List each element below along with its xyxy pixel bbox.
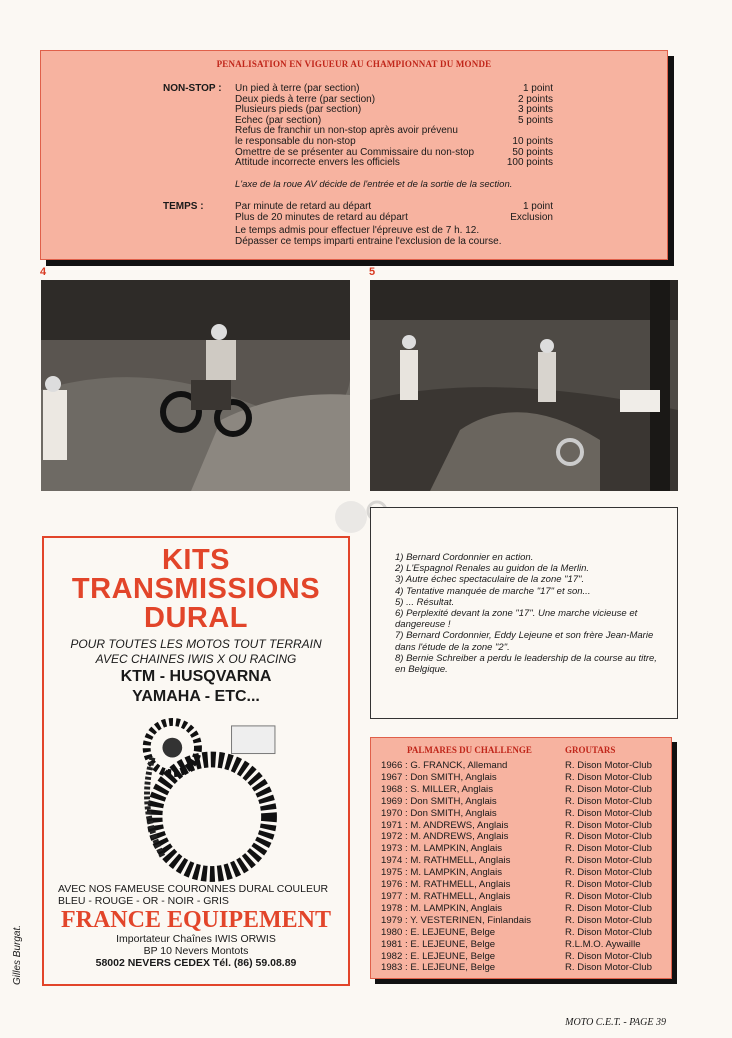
- ad-bp: BP 10 Nevers Montots: [143, 945, 249, 957]
- captions-list: [395, 552, 665, 675]
- winner-row: 1967 : Don SMITH, Anglais: [381, 771, 497, 783]
- groutars-row: R.L.M.O. Aywaille: [565, 938, 641, 950]
- ad-address: 58002 NEVERS CEDEX Tél. (86) 59.08.89: [95, 957, 297, 969]
- ad-colors-text: AVEC NOS FAMEUSE COURONNES DURAL COULEUR BLEU - ROUGE - OR - NOIR - GRIS: [58, 883, 329, 907]
- penalty-box: [40, 50, 668, 260]
- ad-headline-dural: DURAL: [144, 602, 248, 634]
- ad-headline-kits: KITS: [161, 544, 231, 576]
- groutars-row: R. Dison Motor-Club: [565, 843, 652, 855]
- ad-brands-line2: YAMAHA - ETC...: [132, 688, 260, 705]
- caption-item: 2) L'Espagnol Renales au guidon de la Merlin.: [395, 563, 590, 575]
- groutars-row: R. Dison Motor-Club: [565, 879, 652, 891]
- groutars-row: R. Dison Motor-Club: [565, 807, 652, 819]
- page-footer: MOTO C.E.T. - PAGE 39: [565, 1017, 666, 1028]
- winner-row: 1972 : M. ANDREWS, Anglais: [381, 831, 509, 843]
- temps-line: Dépasser ce temps imparti entraine l'exclusion de la course.: [235, 235, 502, 247]
- ad-importer: Importateur Chaînes IWIS ORWIS: [116, 933, 276, 945]
- sprocket-icon: [44, 707, 348, 883]
- trial-photo-4: [41, 280, 350, 491]
- penalty-row: Echec (par section) 5 points: [235, 114, 553, 126]
- winner-row: 1975 : M. LAMPKIN, Anglais: [381, 867, 503, 879]
- winner-row: 1979 : Y. VESTERINEN, Finlandais: [381, 914, 532, 926]
- caption-item: 8) Bernie Schreiber a perdu le leadership de la course au titre, en Belgique.: [395, 652, 657, 676]
- trial-photo-5: [370, 280, 678, 491]
- dural-advertisement: [42, 536, 350, 986]
- groutars-row: R. Dison Motor-Club: [565, 890, 652, 902]
- groutars-row: R. Dison Motor-Club: [565, 760, 652, 771]
- photo-number: 4: [40, 266, 47, 278]
- palmares-heading: PALMARES DU CHALLENGE: [407, 745, 532, 755]
- groutars-row: R. Dison Motor-Club: [565, 795, 652, 807]
- sprocket-chain-illustration: [44, 707, 348, 883]
- winner-row: 1976 : M. RATHMELL, Anglais: [381, 879, 511, 891]
- ad-headline-transmissions: TRANSMISSIONS: [71, 573, 321, 605]
- nonstop-label: NON-STOP :: [163, 83, 222, 94]
- nonstop-list: [235, 84, 553, 169]
- caption-item: 7) Bernard Cordonnier, Eddy Lejeune et son frère Jean-Marie dans l'étude de la zone "2".: [395, 630, 654, 653]
- temps-list: [235, 202, 553, 247]
- temps-label: TEMPS :: [163, 201, 204, 212]
- groutars-row: R. Dison Motor-Club: [565, 926, 652, 938]
- winners-list: [381, 760, 531, 974]
- winner-row: 1981 : E. LEJEUNE, Belge: [381, 938, 496, 950]
- winner-row: 1974 : M. RATHMELL, Anglais: [381, 855, 511, 867]
- photo-number: 5: [369, 266, 376, 278]
- winner-row: 1970 : Don SMITH, Anglais: [381, 807, 497, 819]
- caption-item: 6) Perplexité devant la zone "17". Une marche vicieuse et dangereuse !: [395, 608, 638, 631]
- winner-row: 1980 : E. LEJEUNE, Belge: [381, 926, 496, 938]
- penalty-row: Refus de franchir un non-stop après avoir prévenu: [235, 125, 458, 137]
- winner-row: 1978 : M. LAMPKIN, Anglais: [381, 902, 503, 914]
- groutars-list: [565, 760, 652, 974]
- penalty-note: L'axe de la roue AV décide de l'entrée et de la sortie de la section.: [235, 179, 513, 190]
- ad-company-name: FRANCE EQUIPEMENT: [60, 907, 331, 933]
- groutars-heading: GROUTARS: [565, 745, 616, 755]
- groutars-row: R. Dison Motor-Club: [565, 771, 652, 783]
- winner-row: 1982 : E. LEJEUNE, Belge: [381, 950, 496, 962]
- winner-row: 1983 : E. LEJEUNE, Belge: [381, 962, 496, 974]
- ad-subtitle: POUR TOUTES LES MOTOS TOUT TERRAIN AVEC CHAINES IWIS X OU RACING: [70, 637, 322, 666]
- winner-row: 1968 : S. MILLER, Anglais: [381, 783, 493, 795]
- groutars-row: R. Dison Motor-Club: [565, 819, 652, 831]
- caption-item: 1) Bernard Cordonnier en action.: [395, 552, 534, 563]
- palmares-box: [370, 737, 672, 979]
- penalty-row: Plus de 20 minutes de retard au départ Exclusion: [235, 211, 553, 223]
- groutars-row: R. Dison Motor-Club: [565, 831, 652, 843]
- photo-image: [41, 280, 350, 491]
- groutars-row: R. Dison Motor-Club: [565, 902, 652, 914]
- ad-brands-line1: KTM - HUSQVARNA: [120, 668, 272, 685]
- penalty-row: Plusieurs pieds (par section) 3 points: [235, 104, 553, 116]
- winner-row: 1969 : Don SMITH, Anglais: [381, 795, 497, 807]
- groutars-row: R. Dison Motor-Club: [565, 867, 652, 879]
- penalty-title: PENALISATION EN VIGUEUR AU CHAMPIONNAT DU MONDE: [216, 59, 492, 69]
- photo-captions-box: [370, 507, 678, 719]
- penalty-row: Deux pieds à terre (par section) 2 points: [235, 93, 553, 105]
- winner-row: 1966 : G. FRANCK, Allemand: [381, 760, 508, 771]
- groutars-row: R. Dison Motor-Club: [565, 914, 652, 926]
- groutars-row: R. Dison Motor-Club: [565, 962, 652, 974]
- temps-line: Le temps admis pour effectuer l'épreuve est de 7 h. 12.: [235, 225, 480, 237]
- penalty-row: Omettre de se présenter au Commissaire du non-stop 50 points: [235, 146, 553, 158]
- groutars-row: R. Dison Motor-Club: [565, 855, 652, 867]
- winner-row: 1971 : M. ANDREWS, Anglais: [381, 819, 509, 831]
- winner-row: 1973 : M. LAMPKIN, Anglais: [381, 843, 503, 855]
- caption-item: 5) ... Résultat.: [395, 596, 455, 608]
- winner-row: 1977 : M. RATHMELL, Anglais: [381, 890, 511, 902]
- photo-credit: Gilles Burgat.: [12, 924, 23, 985]
- penalty-row: Attitude incorrecte envers les officiels 100 points: [235, 157, 553, 169]
- penalty-row: Un pied à terre (par section) 1 point: [235, 83, 553, 94]
- groutars-row: R. Dison Motor-Club: [565, 950, 652, 962]
- photo-image: [370, 280, 678, 491]
- groutars-row: R. Dison Motor-Club: [565, 783, 652, 795]
- penalty-row: le responsable du non-stop 10 points: [235, 135, 553, 147]
- caption-item: 3) Autre échec spectaculaire de la zone "17".: [395, 574, 585, 586]
- penalty-row: Par minute de retard au départ 1 point: [235, 201, 553, 212]
- caption-item: 4) Tentative manquée de marche "17" et son...: [395, 585, 591, 597]
